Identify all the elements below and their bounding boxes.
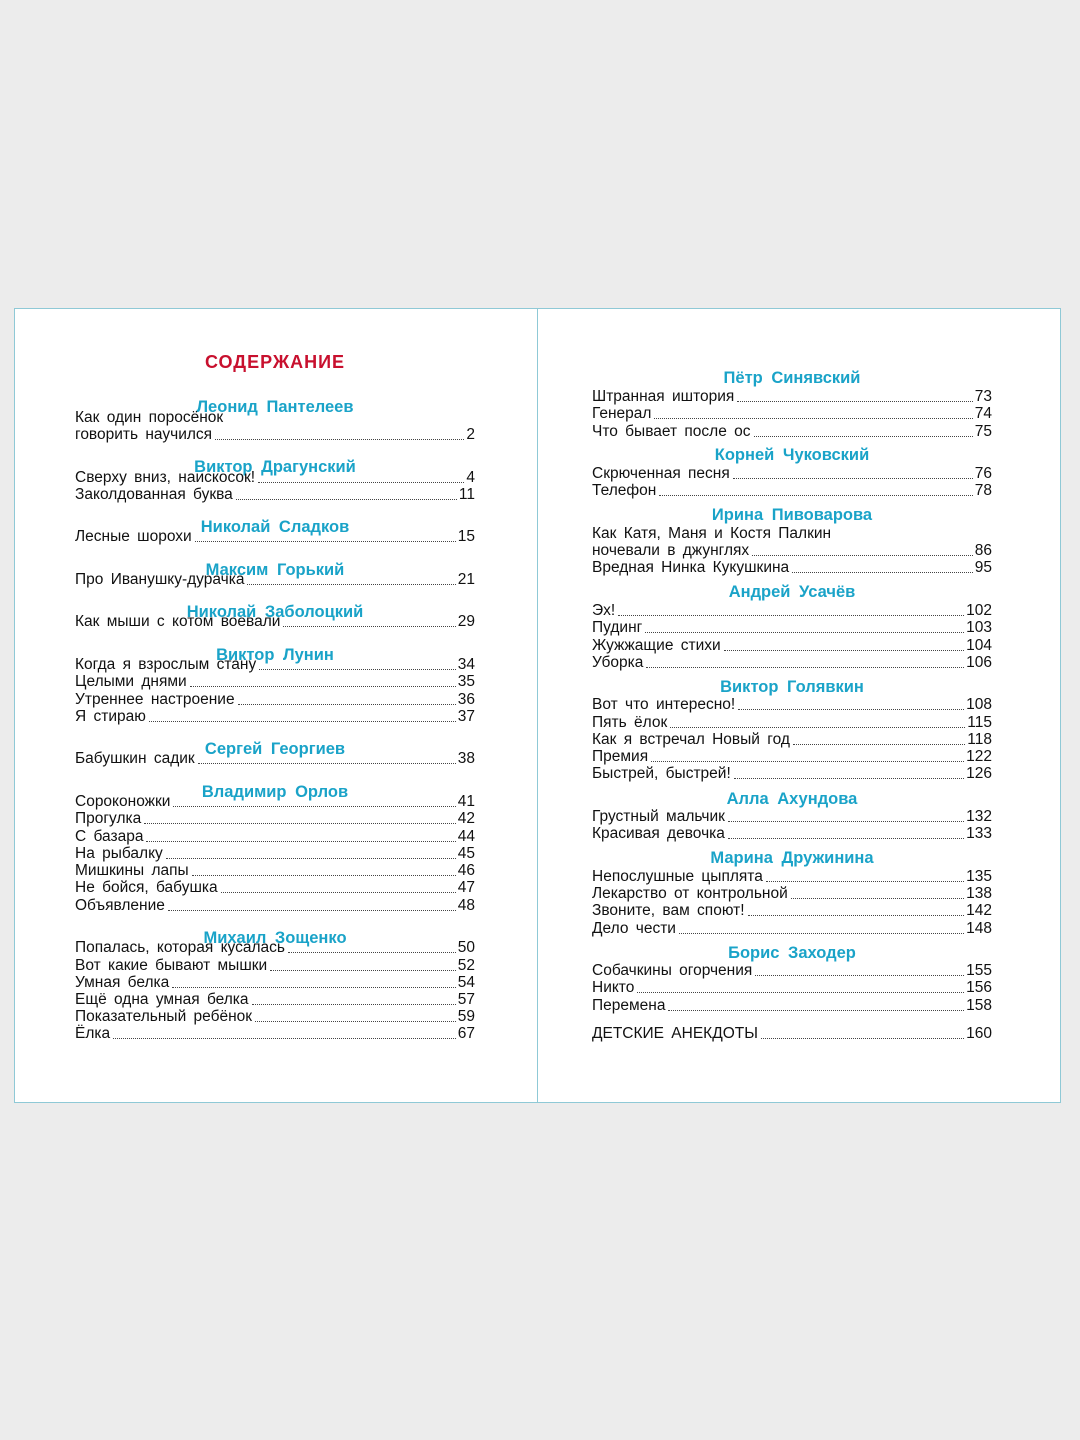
toc-entry[interactable] (75, 673, 475, 691)
toc-entry[interactable] (75, 974, 475, 992)
toc-entry-title: Быстрей, быстрей! (592, 765, 731, 782)
toc-entry[interactable] (75, 750, 475, 768)
toc-entry[interactable] (592, 1025, 992, 1043)
toc-entry-page-number: 158 (966, 997, 992, 1014)
toc-entry-page-number: 148 (966, 920, 992, 937)
toc-entry-page-number: 74 (974, 405, 992, 422)
toc-entry-page-number: 86 (974, 542, 992, 559)
toc-entry-title: Лекарство от контрольной (592, 885, 788, 902)
toc-entry-title: Непослушные цыплята (592, 868, 763, 885)
toc-entry[interactable] (75, 991, 475, 1009)
toc-entry-title: Умная белка (75, 974, 170, 991)
toc-entry-title: С базара (75, 828, 144, 845)
toc-entry-title: Целыми днями (75, 673, 187, 690)
toc-entry-title: Объявление (75, 897, 165, 914)
dot-leader (651, 761, 964, 762)
toc-entry-page-number: 59 (457, 1008, 475, 1025)
toc-entry-page-number: 48 (457, 897, 475, 914)
toc-entry-title: Ёлка (75, 1025, 111, 1042)
toc-entry[interactable] (592, 714, 992, 732)
toc-entry-title: Дело чести (592, 920, 676, 937)
toc-entry-page-number: 118 (967, 731, 992, 748)
author-heading: Леонид Пантелеев (196, 398, 354, 416)
toc-entry-title: Пять ёлок (592, 714, 668, 731)
dot-leader (728, 838, 964, 839)
toc-entry-page-number: 155 (966, 962, 992, 979)
dot-leader (192, 875, 456, 876)
dot-leader (645, 632, 964, 633)
toc-entry-title: Телефон (592, 482, 657, 499)
dot-leader (724, 650, 964, 651)
dot-leader (637, 992, 964, 993)
dot-leader (618, 615, 964, 616)
toc-entry-page-number: 160 (966, 1025, 992, 1042)
dot-leader (766, 881, 964, 882)
dot-leader (236, 499, 457, 500)
toc-entry-page-number: 45 (457, 845, 475, 862)
dot-leader (173, 806, 455, 807)
toc-entry[interactable] (75, 897, 475, 915)
toc-entry-page-number: 41 (457, 793, 475, 810)
open-book (14, 308, 1061, 1103)
toc-entry[interactable] (75, 486, 475, 504)
toc-entry-page-number: 122 (966, 748, 992, 765)
toc-entry-page-number: 11 (458, 486, 475, 503)
toc-entry[interactable] (592, 765, 992, 783)
toc-entry-title: Про Иванушку-дурачка (75, 571, 245, 588)
toc-entry[interactable] (75, 528, 475, 546)
toc-entry-title: Сороконожки (75, 793, 171, 810)
dot-leader (728, 821, 964, 822)
toc-entry[interactable] (592, 559, 992, 577)
toc-entry-title: Заколдованная буква (75, 486, 233, 503)
toc-entry-page-number: 42 (457, 810, 475, 827)
dot-leader (668, 1010, 964, 1011)
toc-entry-page-number: 115 (967, 714, 992, 731)
toc-entry[interactable] (75, 1008, 475, 1026)
toc-entry-page-number: 4 (466, 469, 475, 486)
toc-entry-title: Генерал (592, 405, 652, 422)
toc-entry[interactable] (592, 423, 992, 441)
toc-entry-page-number: 44 (457, 828, 475, 845)
toc-entry[interactable] (75, 469, 475, 487)
toc-entry[interactable] (75, 708, 475, 726)
author-heading: Андрей Усачёв (728, 583, 856, 601)
dot-leader (288, 952, 456, 953)
toc-entry-title: Уборка (592, 654, 644, 671)
author-heading: Марина Дружинина (710, 849, 874, 867)
toc-entry[interactable] (592, 731, 992, 749)
toc-entry[interactable] (592, 902, 992, 920)
toc-entry-page-number: 52 (457, 957, 475, 974)
toc-entry-page-number: 76 (974, 465, 992, 482)
toc-entry-title: Когда я взрослым стану (75, 656, 257, 673)
dot-leader (221, 892, 456, 893)
toc-entry-title: Вот что интересно! (592, 696, 736, 713)
toc-entry-title: Штранная иштория (592, 388, 735, 405)
toc-entry-title: Жужжащие стихи (592, 637, 721, 654)
toc-entry-title: Звоните, вам споют! (592, 902, 745, 919)
dot-leader (646, 667, 964, 668)
author-heading: Пётр Синявский (723, 369, 861, 387)
author-heading: Максим Горький (205, 561, 345, 579)
toc-entry[interactable] (592, 997, 992, 1015)
author-heading: Михаил Зощенко (203, 929, 347, 947)
book-spine (537, 309, 538, 1102)
toc-entry-page-number: 103 (966, 619, 992, 636)
dot-leader (738, 709, 964, 710)
toc-entry-title: Вредная Нинка Кукушкина (592, 559, 790, 576)
dot-leader (198, 763, 456, 764)
dot-leader (734, 778, 964, 779)
dot-leader (283, 626, 455, 627)
toc-entry[interactable] (75, 879, 475, 897)
toc-entry-title: Попалась, которая кусалась (75, 939, 285, 956)
toc-entry-page-number: 156 (966, 979, 992, 996)
dot-leader (752, 555, 973, 556)
dot-leader (238, 704, 456, 705)
toc-entry-title-line: Как Катя, Маня и Костя Палкин (592, 525, 832, 542)
toc-entry[interactable] (592, 808, 992, 826)
toc-entry-title: Бабушкин садик (75, 750, 195, 767)
dot-leader (793, 744, 965, 745)
toc-entry[interactable] (75, 862, 475, 880)
author-heading: Борис Заходер (728, 944, 856, 962)
toc-entry-title: Утреннее настроение (75, 691, 235, 708)
toc-entry-page-number: 95 (974, 559, 992, 576)
dot-leader (168, 910, 456, 911)
dot-leader (792, 572, 973, 573)
toc-entry-title: Показательный ребёнок (75, 1008, 253, 1025)
toc-entry-page-number: 54 (457, 974, 475, 991)
author-heading: Виктор Голявкин (720, 678, 864, 696)
dot-leader (679, 933, 964, 934)
author-heading: Сергей Георгиев (204, 740, 346, 758)
dot-leader (149, 721, 456, 722)
toc-entry-title: Ещё одна умная белка (75, 991, 249, 1008)
toc-entry-page-number: 126 (966, 765, 992, 782)
toc-entry[interactable] (592, 920, 992, 938)
toc-entry-page-number: 104 (966, 637, 992, 654)
toc-entry-page-number: 38 (457, 750, 475, 767)
dot-leader (791, 898, 964, 899)
dot-leader (259, 669, 456, 670)
toc-entry[interactable] (75, 613, 475, 631)
author-heading: Алла Ахундова (726, 790, 858, 808)
toc-entry[interactable] (592, 388, 992, 406)
toc-entry-title: Прогулка (75, 810, 142, 827)
toc-entry[interactable] (592, 637, 992, 655)
toc-entry-page-number: 2 (466, 426, 475, 443)
toc-entry[interactable] (75, 845, 475, 863)
author-heading: Виктор Драгунский (194, 458, 356, 476)
toc-entry-page-number: 108 (966, 696, 992, 713)
dot-leader (255, 1021, 456, 1022)
toc-entry[interactable] (75, 939, 475, 957)
toc-entry-title: Лесные шорохи (75, 528, 192, 545)
dot-leader (113, 1038, 456, 1039)
dot-leader (755, 975, 964, 976)
toc-entry-page-number: 36 (457, 691, 475, 708)
toc-entry[interactable] (592, 619, 992, 637)
toc-entry-title: Эх! (592, 602, 616, 619)
toc-entry-page-number: 78 (974, 482, 992, 499)
dot-leader (215, 439, 464, 440)
toc-entry-title: Мишкины лапы (75, 862, 189, 879)
dot-leader (761, 1038, 964, 1039)
toc-entry[interactable] (75, 656, 475, 674)
toc-entry-title: Красивая девочка (592, 825, 725, 842)
toc-entry[interactable] (592, 979, 992, 997)
toc-entry[interactable] (592, 405, 992, 423)
toc-entry[interactable] (75, 828, 475, 846)
toc-entry-title: Грустный мальчик (592, 808, 725, 825)
toc-entry-page-number: 102 (966, 602, 992, 619)
toc-entry-page-number: 21 (457, 571, 475, 588)
author-heading: Николай Заболоцкий (186, 603, 364, 621)
toc-entry-page-number: 47 (457, 879, 475, 896)
toc-entry[interactable] (75, 793, 475, 811)
toc-entry-title: говорить научился (75, 426, 213, 443)
dot-leader (146, 841, 455, 842)
toc-entry[interactable] (592, 868, 992, 886)
toc-entry-title: ночевали в джунглях (592, 542, 750, 559)
toc-entry-title: Вот какие бывают мышки (75, 957, 268, 974)
author-heading: Виктор Лунин (216, 646, 334, 664)
author-heading: Владимир Орлов (201, 783, 349, 801)
toc-entry-page-number: 67 (457, 1025, 475, 1042)
dot-leader (748, 915, 965, 916)
toc-entry-title-line: Как один поросёнок (75, 409, 224, 426)
toc-entry[interactable] (592, 542, 992, 560)
toc-entry[interactable] (75, 426, 475, 444)
toc-entry[interactable] (75, 691, 475, 709)
dot-leader (190, 686, 456, 687)
toc-entry-page-number: 138 (966, 885, 992, 902)
dot-leader (733, 478, 973, 479)
toc-entry[interactable] (592, 696, 992, 714)
dot-leader (654, 418, 972, 419)
toc-entry-page-number: 34 (457, 656, 475, 673)
dot-leader (754, 436, 973, 437)
toc-entry[interactable] (592, 602, 992, 620)
toc-entry[interactable] (75, 571, 475, 589)
toc-entry[interactable] (592, 748, 992, 766)
dot-leader (166, 858, 456, 859)
toc-entry-page-number: 35 (457, 673, 475, 690)
toc-entry-title: Скрюченная песня (592, 465, 730, 482)
toc-entry[interactable] (75, 810, 475, 828)
toc-entry-title: ДЕТСКИЕ АНЕКДОТЫ (592, 1025, 758, 1042)
toc-entry[interactable] (592, 465, 992, 483)
toc-entry-page-number: 46 (457, 862, 475, 879)
dot-leader (247, 584, 455, 585)
dot-leader (172, 987, 455, 988)
author-heading: Корней Чуковский (714, 446, 870, 464)
toc-entry-page-number: 135 (966, 868, 992, 885)
dot-leader (252, 1004, 456, 1005)
toc-entry[interactable] (75, 1025, 475, 1043)
dot-leader (144, 823, 456, 824)
toc-entry[interactable] (592, 825, 992, 843)
toc-entry-title: Не бойся, бабушка (75, 879, 218, 896)
toc-entry-title: Сверху вниз, наискосок! (75, 469, 256, 486)
author-heading: Ирина Пивоварова (711, 506, 873, 524)
toc-entry-title: На рыбалку (75, 845, 163, 862)
dot-leader (258, 482, 464, 483)
toc-entry-page-number: 142 (966, 902, 992, 919)
page-title: СОДЕРЖАНИЕ (204, 352, 346, 372)
toc-entry-page-number: 15 (457, 528, 475, 545)
toc-entry[interactable] (592, 654, 992, 672)
dot-leader (737, 401, 972, 402)
toc-entry-title: Что бывает после ос (592, 423, 751, 440)
toc-entry-title: Премия (592, 748, 649, 765)
toc-entry-title: Я стираю (75, 708, 146, 725)
toc-entry-page-number: 132 (966, 808, 992, 825)
toc-entry[interactable] (75, 957, 475, 975)
toc-entry-page-number: 133 (966, 825, 992, 842)
toc-entry-page-number: 75 (974, 423, 992, 440)
toc-entry-page-number: 106 (966, 654, 992, 671)
dot-leader (659, 495, 972, 496)
dot-leader (195, 541, 456, 542)
toc-entry-page-number: 57 (457, 991, 475, 1008)
toc-entry-title: Как я встречал Новый год (592, 731, 790, 748)
toc-entry[interactable] (592, 885, 992, 903)
toc-entry-title: Никто (592, 979, 635, 996)
toc-entry-title: Пудинг (592, 619, 643, 636)
toc-entry-title: Перемена (592, 997, 666, 1014)
toc-entry[interactable] (592, 962, 992, 980)
toc-entry-title: Собачкины огорчения (592, 962, 753, 979)
toc-entry-page-number: 29 (457, 613, 475, 630)
toc-entry-page-number: 37 (457, 708, 475, 725)
toc-entry[interactable] (592, 482, 992, 500)
toc-entry-page-number: 73 (974, 388, 992, 405)
toc-entry-title: Как мыши с котом воевали (75, 613, 281, 630)
dot-leader (670, 727, 965, 728)
author-heading: Николай Сладков (200, 518, 350, 536)
dot-leader (270, 970, 456, 971)
toc-entry-page-number: 50 (457, 939, 475, 956)
